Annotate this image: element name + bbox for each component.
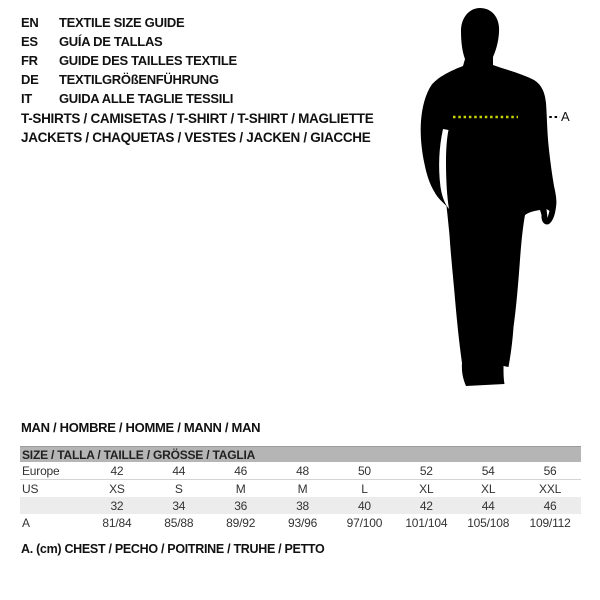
size-table [20,446,581,531]
size-cell: 52 [419,463,433,478]
language-title: TEXTILE SIZE GUIDE [59,15,185,30]
size-cell: 50 [357,463,371,478]
language-title: GUIDA ALLE TAGLIE TESSILI [59,91,234,106]
language-title: TEXTILGRÖßENFÜHRUNG [59,72,219,87]
language-code: EN [21,15,39,30]
category-tshirts: T-SHIRTS / CAMISETAS / T-SHIRT / T-SHIRT / MAGLIETTE [21,111,374,126]
table-row-europe [20,462,581,480]
size-cell: XS [109,481,125,496]
table-row-chest [20,514,581,531]
language-code: IT [21,91,32,106]
category-jackets: JACKETS / CHAQUETAS / VESTES / JACKEN / GIACCHE [21,130,371,145]
row-label: Europe [22,463,60,478]
category-lines [21,109,373,147]
language-title: GUIDE DES TAILLES TEXTILE [59,53,237,68]
row-label: US [22,481,39,496]
size-cell: 44 [172,463,186,478]
size-cell: 85/88 [164,515,194,530]
size-cell: 40 [357,498,371,513]
language-list [21,13,237,108]
size-cell: XL [419,481,434,496]
language-code: ES [21,34,38,49]
size-cell: 46 [543,498,557,513]
size-cell: 54 [481,463,495,478]
size-cell: 109/112 [529,515,571,530]
size-cell: 93/96 [288,515,318,530]
size-cell: M [235,481,246,496]
size-cell: 97/100 [346,515,383,530]
size-cell: XXL [539,481,562,496]
size-cell: M [297,481,308,496]
table-row-us-numeric [20,497,581,514]
size-cell: 46 [234,463,248,478]
size-cell: 105/108 [467,515,510,530]
language-row-it [21,89,237,108]
man-silhouette-icon [405,4,575,390]
size-cell: 56 [543,463,557,478]
size-cell: 101/104 [405,515,448,530]
size-cell: 81/84 [102,515,132,530]
size-cell: L [361,481,368,496]
language-row-de [21,70,237,89]
language-row-fr [21,51,237,70]
size-cell: 48 [296,463,310,478]
language-code: DE [21,72,39,87]
size-cell: 38 [296,498,310,513]
language-title: GUÍA DE TALLAS [59,34,163,49]
size-cell: 42 [419,498,433,513]
size-cell: 36 [234,498,248,513]
table-row-us [20,480,581,497]
size-table-header: SIZE / TALLA / TAILLE / GRÖSSE / TAGLIA [20,446,581,462]
size-cell: 89/92 [226,515,256,530]
size-cell: 32 [110,498,124,513]
measure-label-a: A [561,109,570,124]
language-row-en [21,13,237,32]
language-row-es [21,32,237,51]
row-label: A [22,515,30,530]
chest-footnote: A. (cm) CHEST / PECHO / POITRINE / TRUHE / PETTO [21,542,325,556]
size-cell: 42 [110,463,124,478]
size-cell: 44 [481,498,495,513]
size-cell: XL [481,481,496,496]
size-cell: S [174,481,183,496]
man-silhouette-figure [405,4,575,390]
size-cell: 34 [172,498,186,513]
section-heading-man: MAN / HOMBRE / HOMME / MANN / MAN [21,420,261,435]
language-code: FR [21,53,38,68]
